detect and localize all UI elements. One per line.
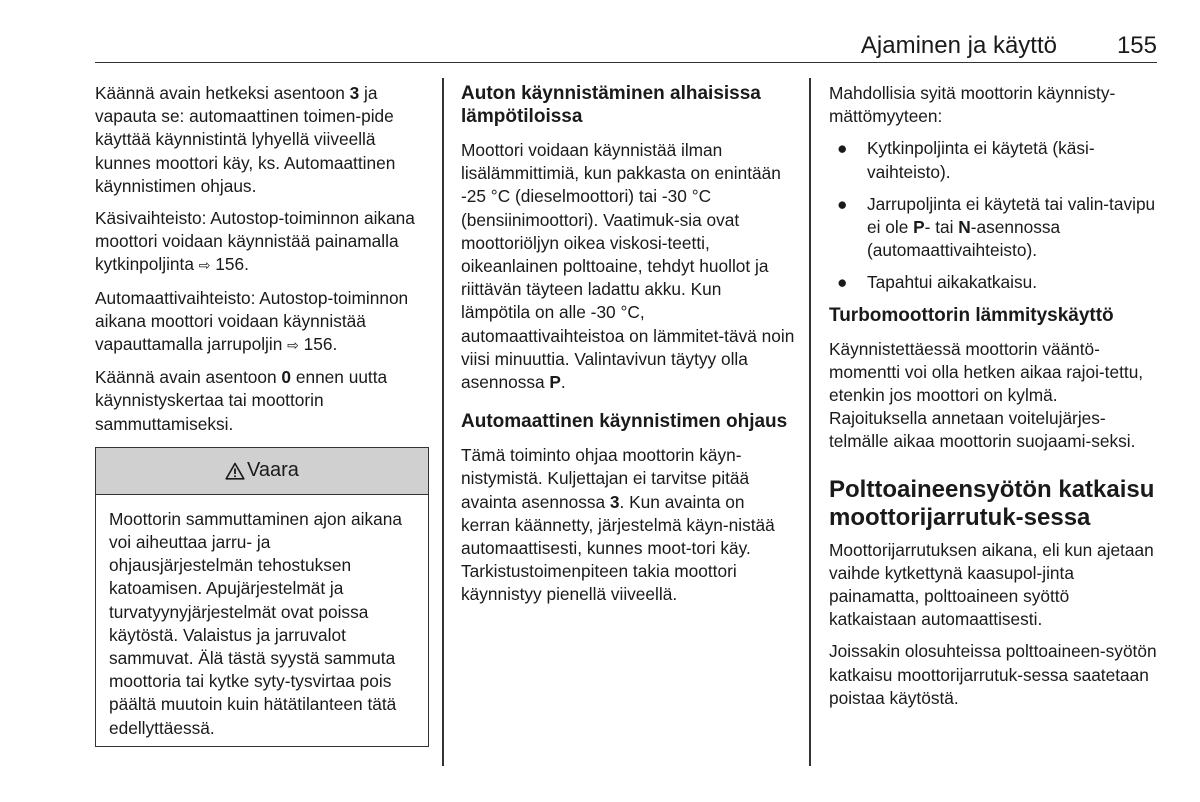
paragraph-turn-key-0: Käännä avain asentoon 0 ennen uutta käynnistyskertaa tai moottorin sammuttamiseksi. — [95, 367, 388, 434]
heading-automatic-starter: Automaattinen käynnistimen ohjaus — [461, 411, 788, 433]
paragraph-automatic-transmission: Automaattivaihteisto: Autostop-toiminnon aikana moottori voidaan käynnistää vapauttamalla jarrupoljin ⇨ 156. — [95, 287, 409, 355]
column-2 — [461, 82, 795, 616]
paragraph-automatic-starter: Tämä toiminto ohjaa moottorin käyn-nistymistä. Kuljettajan ei tarvitse pitää avainta asennossa 3. Kun avainta on kerran käännetty, järjestelmä käyn-nistää automaattisesti, kunnes moot-tori käy. Tarkistustoimenpiteen takia moottori käynnistyy pienellä viiveellä. — [461, 445, 775, 605]
bullet-icon: ● — [837, 193, 848, 214]
paragraph-start-failure-causes: Mahdollisia syitä moottorin käynnisty-mättömyyteen: — [829, 83, 1116, 127]
warning-text: Moottorin sammuttaminen ajon aikana voi aiheuttaa jarru- ja ohjausjärjestelmän tehostuksen katoamisen. Apujärjestelmät ja turvatyynyjärjestelmät ovat poissa käytöstä. Valaistus ja jarruvalot sammuvat. Älä tästä syystä sammuta moottoria tai kytke syty-tysvirtaa pois päältä muutoin kuin hätätilanteen tätä edellyttäessä. — [109, 508, 402, 738]
page-ref-link[interactable]: 156. — [215, 254, 249, 275]
bullet-icon: ● — [837, 272, 848, 293]
paragraph-fuel-cutoff: Moottorijarrutuksen aikana, eli kun ajetaan vaihde kytkettynä kaasupol-jinta painamatta, polttoaineen syöttö katkaistaan automaattisesti. — [829, 539, 1154, 630]
paragraph-turn-key-3: Käännä avain hetkeksi asentoon 3 ja vapauta se: automaattinen toimen-pide käyttää käynnistintä lyhyellä viiveellä kunnes moottori käy, ks. Automaattinen käynnistimen ohjaus. — [95, 83, 396, 196]
chapter-title: Ajaminen ja käyttö — [860, 32, 1057, 59]
page-number: 155 — [1116, 32, 1157, 59]
heading-turbo-warmup: Turbomoottorin lämmityskäyttö — [829, 304, 1114, 326]
paragraph-manual-transmission: Käsivaihteisto: Autostop-toiminnon aikana moottori voidaan käynnistää painamalla kytkinpoljinta ⇨ 156. — [95, 208, 415, 275]
heading-fuel-cutoff: Polttoaineensyötön katkaisu moottorijarrutuk-sessa — [829, 475, 1155, 531]
bullet-list — [829, 137, 1159, 294]
column-3 — [829, 82, 1159, 719]
warning-body — [96, 495, 428, 746]
paragraph-cold-start: Moottori voidaan käynnistää ilman lisälämmittimiä, kun pakkasta on enintään -25 °C (dieselmoottori) tai -30 °C (bensiinimoottori). Vaatimuk-sia ovat moottoriöljyn oikea viskosi-teetti, oikeanlainen polttoaine, tehdyt huollot ja riittävän täyteen ladattu akku. Kun lämpötila on alle -30 °C, automaattivaihteistoa on lämmitet-tävä noin viisi minuuttia. Valintavivun täytyy olla asennossa P. — [461, 140, 795, 393]
paragraph-turbo-warmup: Käynnistettäessä moottorin vääntö-momentti voi olla hetken aikaa rajoi-tettu, etenkin jos moottori on kylmä. Rajoituksella annetaan voitelujärjes-telmälle aikaa moottorin suojaami-seksi. — [829, 338, 1144, 452]
warning-title: Vaara — [247, 459, 299, 482]
page-ref-icon: ⇨ — [198, 257, 211, 274]
warning-triangle-icon — [225, 462, 245, 480]
bullet-icon: ● — [837, 138, 848, 159]
column-1 — [95, 82, 429, 747]
list-item: ● Kytkinpoljinta ei käytetä (käsi-vaihteisto). — [837, 138, 1095, 182]
page-ref-icon: ⇨ — [287, 337, 299, 354]
page-ref-link[interactable]: 156. — [303, 334, 338, 355]
paragraph-fuel-cutoff-disable: Joissakin olosuhteissa polttoaineen-syötön katkaisu moottorijarrutuk-sessa saatetaan poistaa käytöstä. — [829, 641, 1157, 708]
list-item: ● Jarrupoljinta ei käytetä tai valin-tavipu ei ole P- tai N-asennossa (automaattivaihteisto). — [837, 193, 1156, 261]
column-divider-1 — [442, 78, 444, 766]
page-header — [95, 30, 1157, 63]
warning-header — [96, 448, 428, 495]
list-item: ● Tapahtui aikakatkaisu. — [829, 271, 1159, 294]
heading-cold-start: Auton käynnistäminen alhaisissa lämpötiloissa — [461, 83, 761, 127]
warning-box — [95, 447, 429, 747]
column-divider-2 — [809, 78, 811, 766]
